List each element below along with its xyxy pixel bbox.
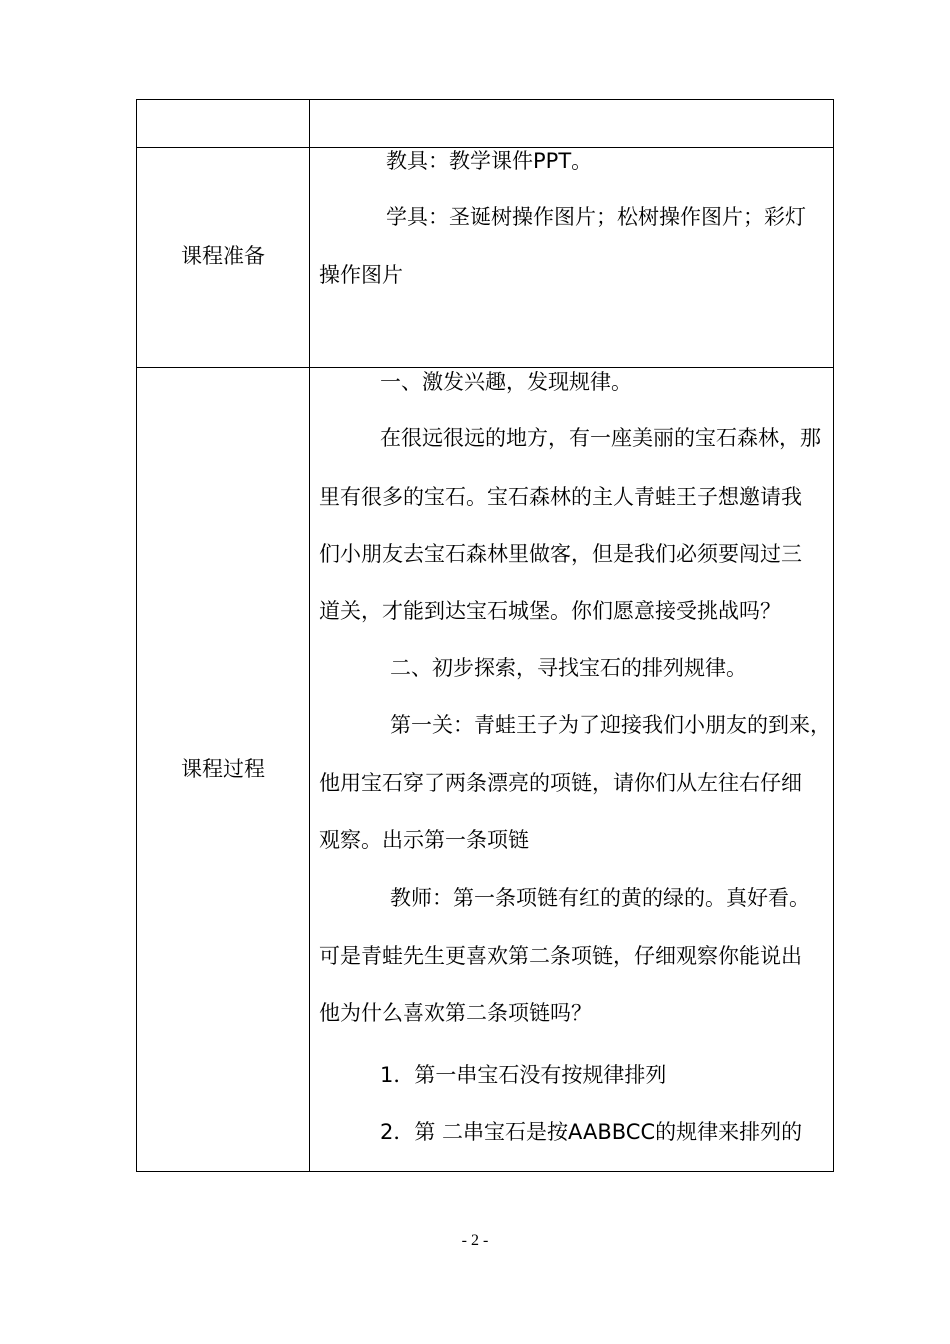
process-line: 们小朋友去宝石森林里做客，但是我们必须要闯过三 xyxy=(319,542,802,566)
page-number: - 2 - xyxy=(461,1232,489,1249)
prep-label: 课程准备 xyxy=(181,244,265,268)
prep-line: 操作图片 xyxy=(319,263,403,287)
prep-line: 教具：教学课件PPT。 xyxy=(365,149,593,173)
process-line: 二、初步探索，寻找宝石的排列规律。 xyxy=(369,656,747,680)
prep-line: 学具：圣诞树操作图片；松树操作图片；彩灯 xyxy=(365,205,806,229)
column-divider xyxy=(309,100,310,1171)
process-line: 他用宝石穿了两条漂亮的项链，请你们从左往右仔细 xyxy=(319,771,802,795)
process-line: 2．第 二串宝石是按AABBCC的规律来排列的 xyxy=(359,1120,803,1144)
process-line: 在很远很远的地方，有一座美丽的宝石森林，那 xyxy=(359,426,821,450)
process-line: 道关，才能到达宝石城堡。你们愿意接受挑战吗？ xyxy=(319,599,781,623)
process-line: 第一关：青蛙王子为了迎接我们小朋友的到来， xyxy=(369,713,831,737)
process-line: 他为什么喜欢第二条项链吗？ xyxy=(319,1001,592,1025)
process-line: 可是青蛙先生更喜欢第二条项链，仔细观察你能说出 xyxy=(319,944,802,968)
lesson-table xyxy=(136,99,834,1172)
process-line: 观察。出示第一条项链 xyxy=(319,828,529,852)
process-line: 1．第一串宝石没有按规律排列 xyxy=(359,1063,667,1087)
process-label: 课程过程 xyxy=(181,757,265,781)
process-line: 里有很多的宝石。宝石森林的主人青蛙王子想邀请我 xyxy=(319,485,802,509)
process-line: 教师：第一条项链有红的黄的绿的。真好看。 xyxy=(369,886,810,910)
process-line: 一、激发兴趣，发现规律。 xyxy=(359,370,632,394)
